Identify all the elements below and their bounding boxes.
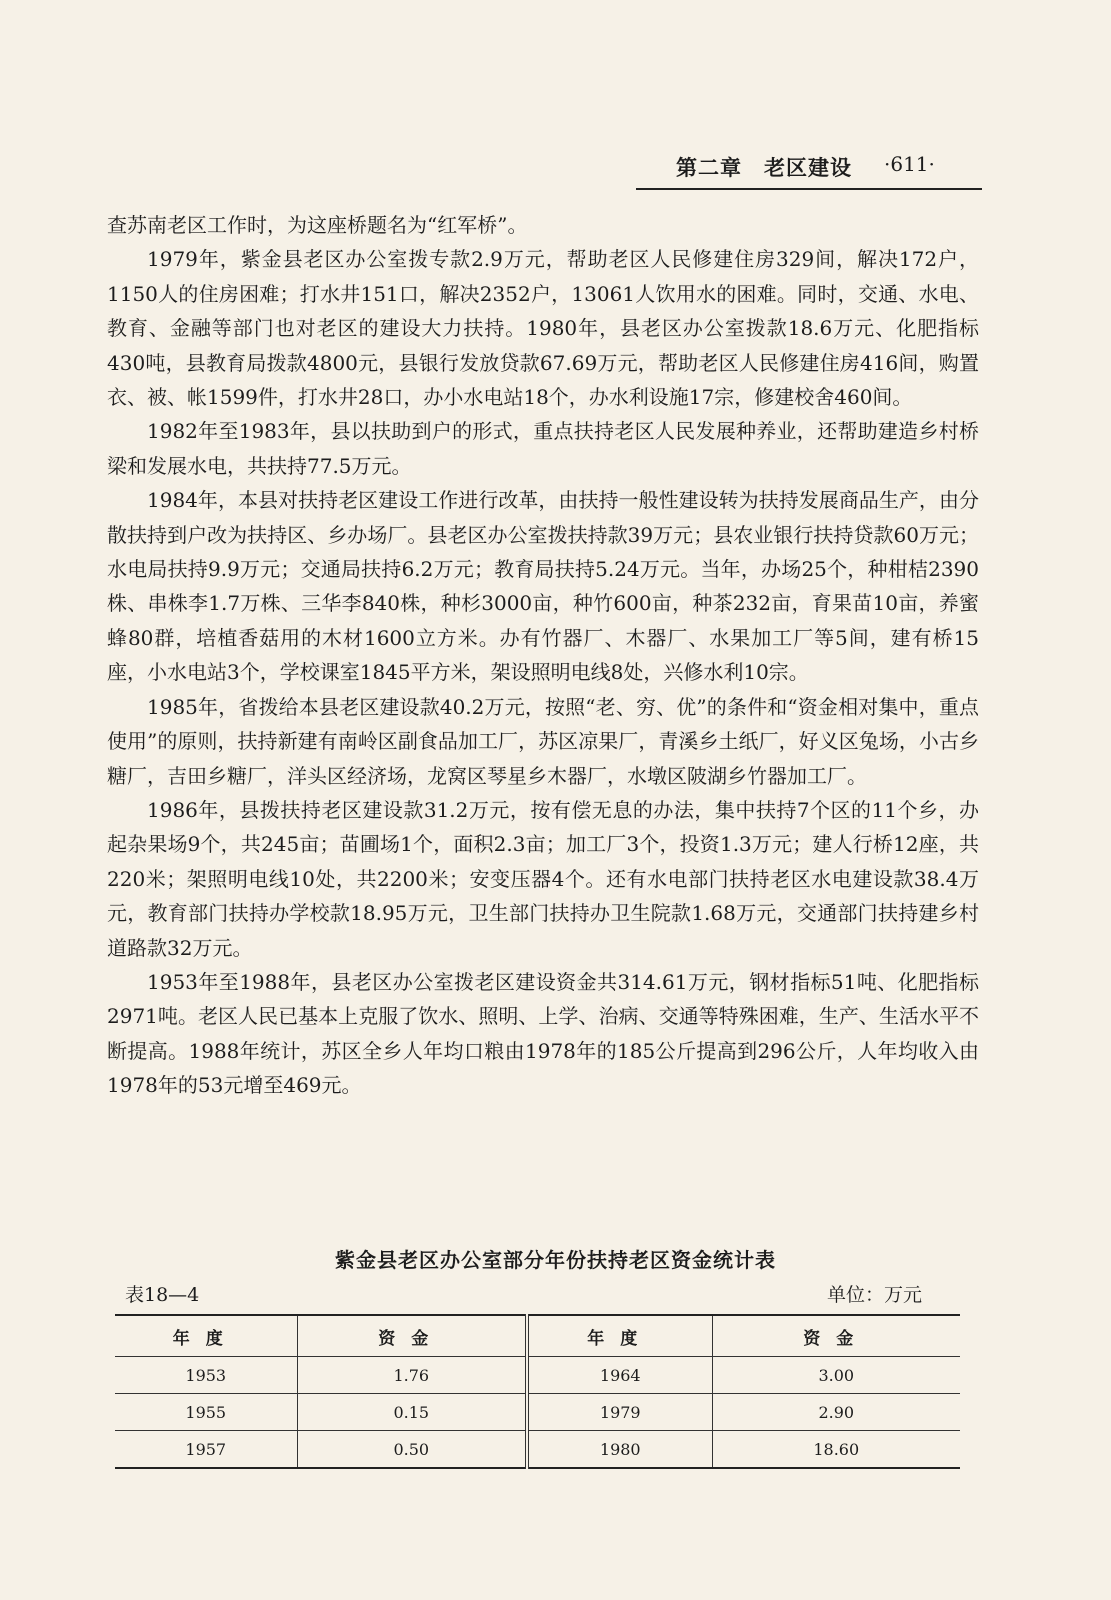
cell-funds: 2.90 bbox=[712, 1394, 960, 1431]
cell-funds: 18.60 bbox=[712, 1431, 960, 1469]
paragraph: 1953年至1988年，县老区办公室拨老区建设资金共314.61万元，钢材指标51吨、化肥指标2971吨。老区人民已基本上克服了饮水、照明、上学、治病、交通等特殊困难，生产、生活水平不断提高。1988年统计，苏区全乡人年均口粮由1978年的185公斤提高到296公斤，人年均收入由1978年的53元增至469元。 bbox=[107, 969, 979, 1098]
chapter-title: 第二章 老区建设 bbox=[676, 156, 852, 180]
body-text bbox=[107, 208, 979, 1103]
paragraph: 查苏南老区工作时，为这座桥题名为“红军桥”。 bbox=[107, 213, 528, 237]
cell-year: 1979 bbox=[527, 1394, 712, 1431]
cell-funds: 3.00 bbox=[712, 1357, 960, 1394]
header-funds: 资金 bbox=[712, 1315, 960, 1357]
cell-year: 1953 bbox=[115, 1357, 297, 1394]
cell-funds: 0.50 bbox=[297, 1431, 527, 1469]
cell-year: 1964 bbox=[527, 1357, 712, 1394]
paragraph: 1985年，省拨给本县老区建设款40.2万元，按照“老、穷、优”的条件和“资金相对集中，重点使用”的原则，扶持新建有南岭区副食品加工厂，苏区凉果厂，青溪乡土纸厂，好义区兔场，小古乡糖厂，吉田乡糖厂，洋头区经济场，龙窝区琴星乡木器厂，水墩区陂湖乡竹器加工厂。 bbox=[107, 694, 979, 788]
header-year: 年度 bbox=[115, 1315, 297, 1357]
cell-year: 1957 bbox=[115, 1431, 297, 1469]
paragraph: 1984年，本县对扶持老区建设工作进行改革，由扶持一般性建设转为扶持发展商品生产，由分散扶持到户改为扶持区、乡办场厂。县老区办公室拨扶持款39万元；县农业银行扶持贷款60万元；水电局扶持9.9万元；交通局扶持6.2万元；教育局扶持5.24万元。当年，办场25个，种柑桔2390株、串株李1.7万株、三华李840株，种杉3000亩，种竹600亩，种茶232亩，育果苗10亩，养蜜蜂80群，培植香菇用的木材1600立方米。办有竹器厂、木器厂、水果加工厂等5间，建有桥15座，小水电站3个，学校课室1845平方米，架设照明电线8处，兴修水利10宗。 bbox=[107, 488, 979, 685]
cell-year: 1955 bbox=[115, 1394, 297, 1431]
header-funds: 资金 bbox=[297, 1315, 527, 1357]
page-number: ·611· bbox=[884, 152, 935, 176]
paragraph: 1982年至1983年，县以扶助到户的形式，重点扶持老区人民发展种养业，还帮助建造乡村桥梁和发展水电，共扶持77.5万元。 bbox=[107, 419, 979, 478]
paragraph: 1979年，紫金县老区办公室拨专款2.9万元，帮助老区人民修建住房329间，解决172户，1150人的住房困难；打水井151口，解决2352户，13061人饮用水的困难。同时，交通、水电、教育、金融等部门也对老区的建设大力扶持。1980年，县老区办公室拨款18.6万元、化肥指标430吨，县教育局拨款4800元，县银行发放贷款67.69万元，帮助老区人民修建住房416间，购置衣、被、帐1599件，打水井28口，办小水电站18个，办水利设施17宗，修建校舍460间。 bbox=[107, 247, 979, 410]
table-title: 紫金县老区办公室部分年份扶持老区资金统计表 bbox=[335, 1248, 776, 1272]
cell-funds: 0.15 bbox=[297, 1394, 527, 1431]
cell-year: 1980 bbox=[527, 1431, 712, 1469]
paragraph: 1986年，县拨扶持老区建设款31.2万元，按有偿无息的办法，集中扶持7个区的11个乡，办起杂果场9个，共245亩；苗圃场1个，面积2.3亩；加工厂3个，投资1.3万元；建人行桥12座，共220米；架照明电线10处，共2200米；安变压器4个。还有水电部门扶持老区水电建设款38.4万元，教育部门扶持办学校款18.95万元，卫生部门扶持办卫生院款1.68万元，交通部门扶持建乡村道路款32万元。 bbox=[107, 797, 979, 960]
table-number: 表18—4 bbox=[125, 1284, 200, 1306]
cell-funds: 1.76 bbox=[297, 1357, 527, 1394]
table-header-row bbox=[115, 1315, 960, 1357]
funding-table bbox=[115, 1314, 960, 1469]
table-row bbox=[115, 1357, 960, 1394]
table-row bbox=[115, 1394, 960, 1431]
header-year: 年度 bbox=[527, 1315, 712, 1357]
running-header bbox=[636, 152, 982, 190]
table-row bbox=[115, 1431, 960, 1469]
table-unit: 单位：万元 bbox=[827, 1284, 923, 1306]
